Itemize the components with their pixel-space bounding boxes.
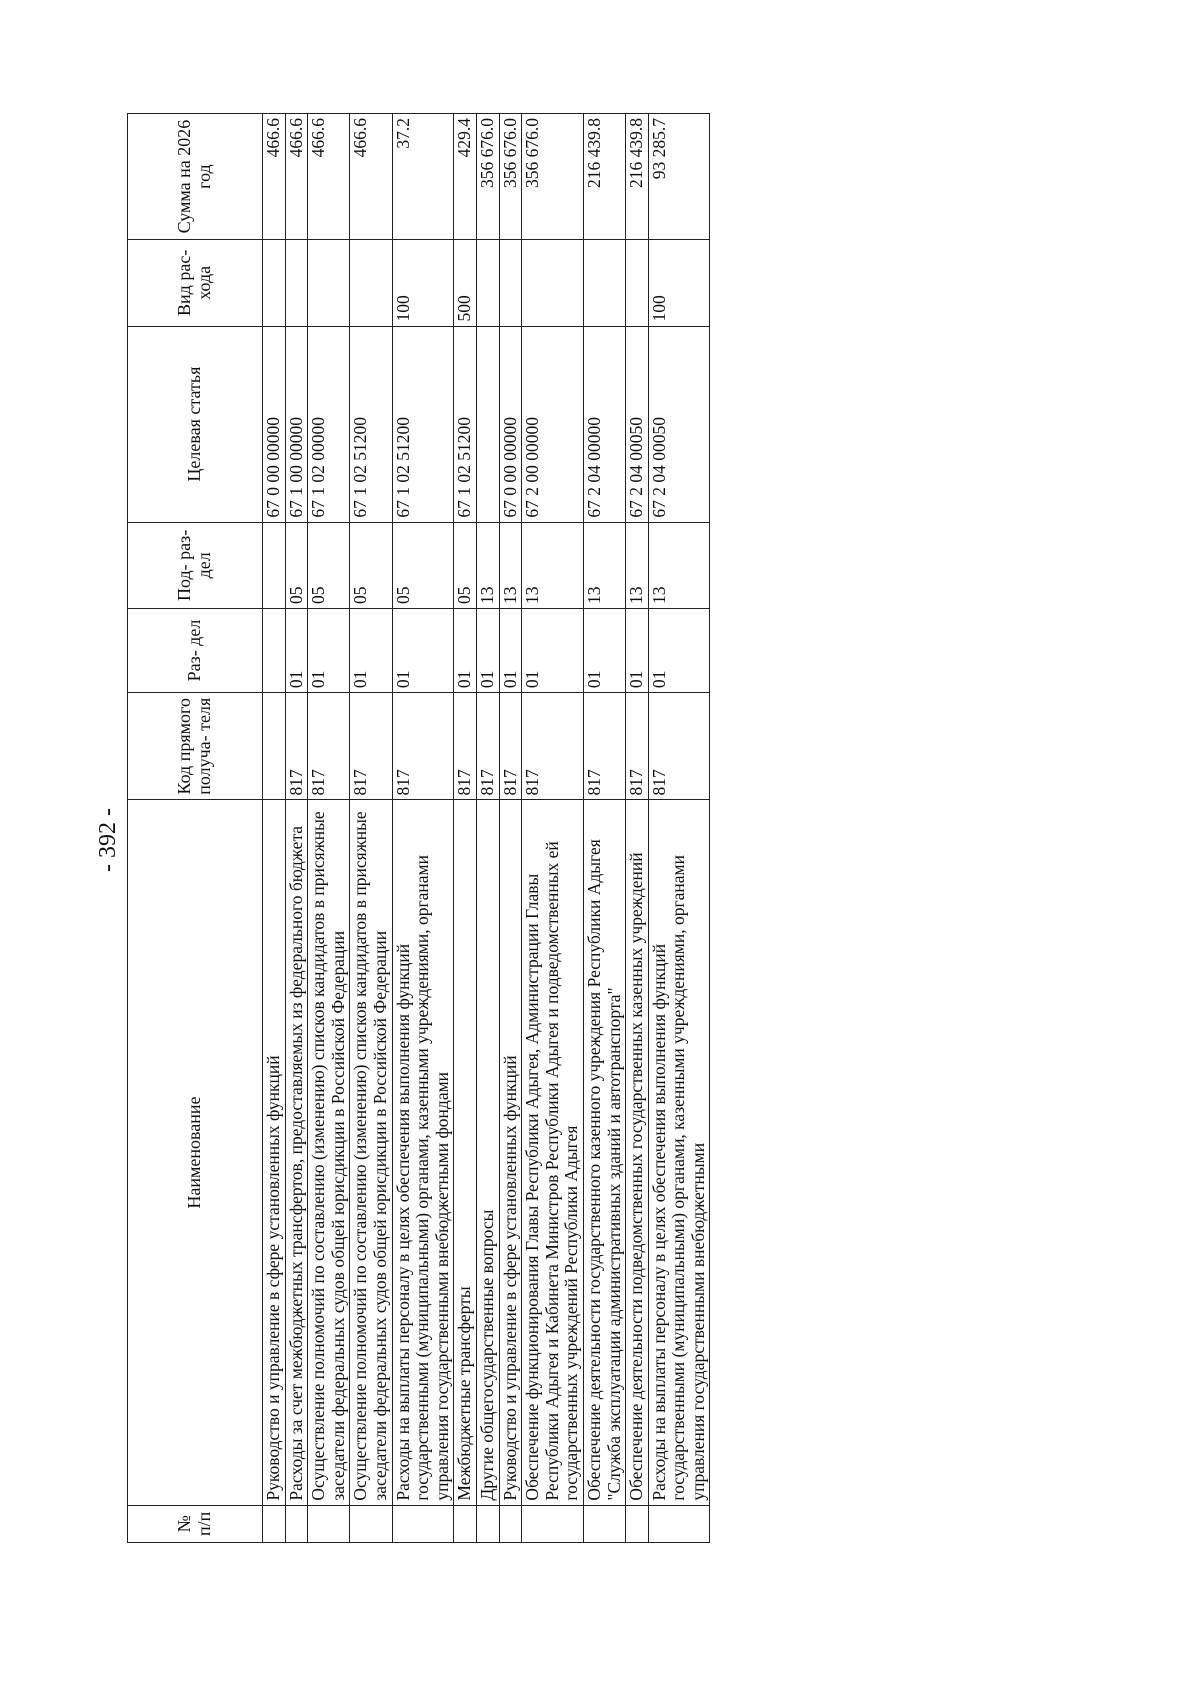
table-header-row [128, 114, 263, 1543]
cell-sum: 216 439.8 [583, 114, 625, 240]
cell-razd: 01 [583, 609, 625, 693]
table-row [499, 114, 522, 1543]
cell-vid [263, 240, 286, 326]
cell-podr: 13 [476, 522, 499, 608]
cell-name: Обеспечение функционирования Главы Республики Адыгея, Администрации Главы Республики Адыгея и Кабинета Министров Республики Адыгея и подведомственных ей государственных учреждений Республики Адыгея [522, 800, 584, 1505]
table-row [392, 114, 454, 1543]
cell-name: Осуществление полномочий по составлению (изменению) списков кандидатов в присяжные заседатели федеральных судов общей юрисдикции в Российской Федерации [308, 800, 350, 1505]
budget-table [127, 113, 710, 1543]
table-row [350, 114, 392, 1543]
cell-cel: 67 2 04 00000 [583, 326, 625, 522]
cell-podr [263, 522, 286, 608]
table-row [583, 114, 625, 1543]
cell-cel [476, 326, 499, 522]
cell-vid [476, 240, 499, 326]
cell-code: 817 [308, 693, 350, 800]
table-row [285, 114, 308, 1543]
cell-vid [308, 240, 350, 326]
cell-podr: 05 [308, 522, 350, 608]
cell-razd: 01 [350, 609, 392, 693]
cell-name: Расходы на выплаты персоналу в целях обеспечения выполнения функций государственными (муниципальными) органами, казенными учреждениями, органами управления государственными внебюджетными [648, 800, 710, 1505]
cell-cel: 67 0 00 00000 [263, 326, 286, 522]
cell-sum: 356 676.0 [499, 114, 522, 240]
cell-cel: 67 1 02 51200 [454, 326, 477, 522]
cell-cel: 67 2 04 00050 [648, 326, 710, 522]
cell-sum: 216 439.8 [626, 114, 649, 240]
budget-table-rotated [127, 113, 1052, 1543]
cell-vid [626, 240, 649, 326]
cell-name: Расходы за счет межбюджетных трансфертов, предоставляемых из федерального бюджета [285, 800, 308, 1505]
table-row [626, 114, 649, 1543]
cell-name: Руководство и управление в сфере установленных функций [263, 800, 286, 1505]
header-cel: Целевая статья [128, 326, 263, 522]
header-sum: Сумма на 2026 год [128, 114, 263, 240]
cell-podr: 05 [454, 522, 477, 608]
cell-podr: 05 [392, 522, 454, 608]
cell-name: Осуществление полномочий по составлению (изменению) списков кандидатов в присяжные заседатели федеральных судов общей юрисдикции в Российской Федерации [350, 800, 392, 1505]
cell-code: 817 [285, 693, 308, 800]
cell-name: Другие общегосударственные вопросы [476, 800, 499, 1505]
header-razd: Раз- дел [128, 609, 263, 693]
cell-podr: 13 [648, 522, 710, 608]
cell-code: 817 [522, 693, 584, 800]
cell-podr: 13 [522, 522, 584, 608]
cell-sum: 466.6 [350, 114, 392, 240]
cell-cel: 67 2 04 00050 [626, 326, 649, 522]
cell-name: Межбюджетные трансферты [454, 800, 477, 1505]
cell-sum: 356 676.0 [476, 114, 499, 240]
cell-sum: 466.6 [308, 114, 350, 240]
cell-code [263, 693, 286, 800]
cell-num [626, 1505, 649, 1542]
cell-razd: 01 [476, 609, 499, 693]
cell-code: 817 [626, 693, 649, 800]
cell-cel: 67 0 00 00000 [499, 326, 522, 522]
cell-sum: 93 285.7 [648, 114, 710, 240]
cell-vid [350, 240, 392, 326]
cell-num [583, 1505, 625, 1542]
cell-razd: 01 [392, 609, 454, 693]
table-row [263, 114, 286, 1543]
cell-vid: 500 [454, 240, 477, 326]
table-row [308, 114, 350, 1543]
table-row [522, 114, 584, 1543]
cell-razd: 01 [285, 609, 308, 693]
cell-vid: 100 [648, 240, 710, 326]
cell-code: 817 [499, 693, 522, 800]
header-code: Код прямого получа- теля [128, 693, 263, 800]
header-num: № п/п [128, 1505, 263, 1542]
cell-num [454, 1505, 477, 1542]
cell-podr: 13 [583, 522, 625, 608]
cell-razd: 01 [454, 609, 477, 693]
cell-code: 817 [454, 693, 477, 800]
cell-code: 817 [583, 693, 625, 800]
cell-num [350, 1505, 392, 1542]
cell-sum: 37.2 [392, 114, 454, 240]
cell-num [285, 1505, 308, 1542]
cell-razd: 01 [308, 609, 350, 693]
header-name: Наименование [128, 800, 263, 1505]
cell-num [476, 1505, 499, 1542]
cell-sum: 356 676.0 [522, 114, 584, 240]
cell-vid [499, 240, 522, 326]
cell-vid [522, 240, 584, 326]
cell-cel: 67 1 02 51200 [350, 326, 392, 522]
cell-cel: 67 1 02 00000 [308, 326, 350, 522]
cell-name: Обеспечение деятельности государственного казенного учреждения Республики Адыгея "Служба эксплуатации административных зданий и автотранспорта" [583, 800, 625, 1505]
cell-cel: 67 1 00 00000 [285, 326, 308, 522]
table-row [454, 114, 477, 1543]
cell-razd: 01 [626, 609, 649, 693]
header-podr: Под- раз- дел [128, 522, 263, 608]
cell-name: Расходы на выплаты персоналу в целях обеспечения выполнения функций государственными (муниципальными) органами, казенными учреждениями, органами управления государственными внебюджетными фондами [392, 800, 454, 1505]
cell-podr: 13 [626, 522, 649, 608]
cell-sum: 466.6 [263, 114, 286, 240]
cell-podr: 05 [285, 522, 308, 608]
cell-vid: 100 [392, 240, 454, 326]
cell-code: 817 [392, 693, 454, 800]
cell-razd: 01 [648, 609, 710, 693]
page-number: - 392 - [95, 808, 121, 872]
cell-razd [263, 609, 286, 693]
cell-sum: 466.6 [285, 114, 308, 240]
cell-podr: 13 [499, 522, 522, 608]
header-vid: Вид рас- хода [128, 240, 263, 326]
cell-code: 817 [648, 693, 710, 800]
cell-num [648, 1505, 710, 1542]
cell-num [263, 1505, 286, 1542]
cell-num [392, 1505, 454, 1542]
cell-cel: 67 1 02 51200 [392, 326, 454, 522]
table-row [476, 114, 499, 1543]
cell-code: 817 [350, 693, 392, 800]
cell-sum: 429.4 [454, 114, 477, 240]
cell-vid [583, 240, 625, 326]
cell-num [522, 1505, 584, 1542]
cell-name: Обеспечение деятельности подведомственных государственных казенных учреждений [626, 800, 649, 1505]
cell-razd: 01 [522, 609, 584, 693]
cell-vid [285, 240, 308, 326]
cell-code: 817 [476, 693, 499, 800]
table-row [648, 114, 710, 1543]
cell-podr: 05 [350, 522, 392, 608]
cell-num [499, 1505, 522, 1542]
cell-razd: 01 [499, 609, 522, 693]
cell-name: Руководство и управление в сфере установленных функций [499, 800, 522, 1505]
cell-num [308, 1505, 350, 1542]
cell-cel: 67 2 00 00000 [522, 326, 584, 522]
table-body [263, 114, 710, 1543]
